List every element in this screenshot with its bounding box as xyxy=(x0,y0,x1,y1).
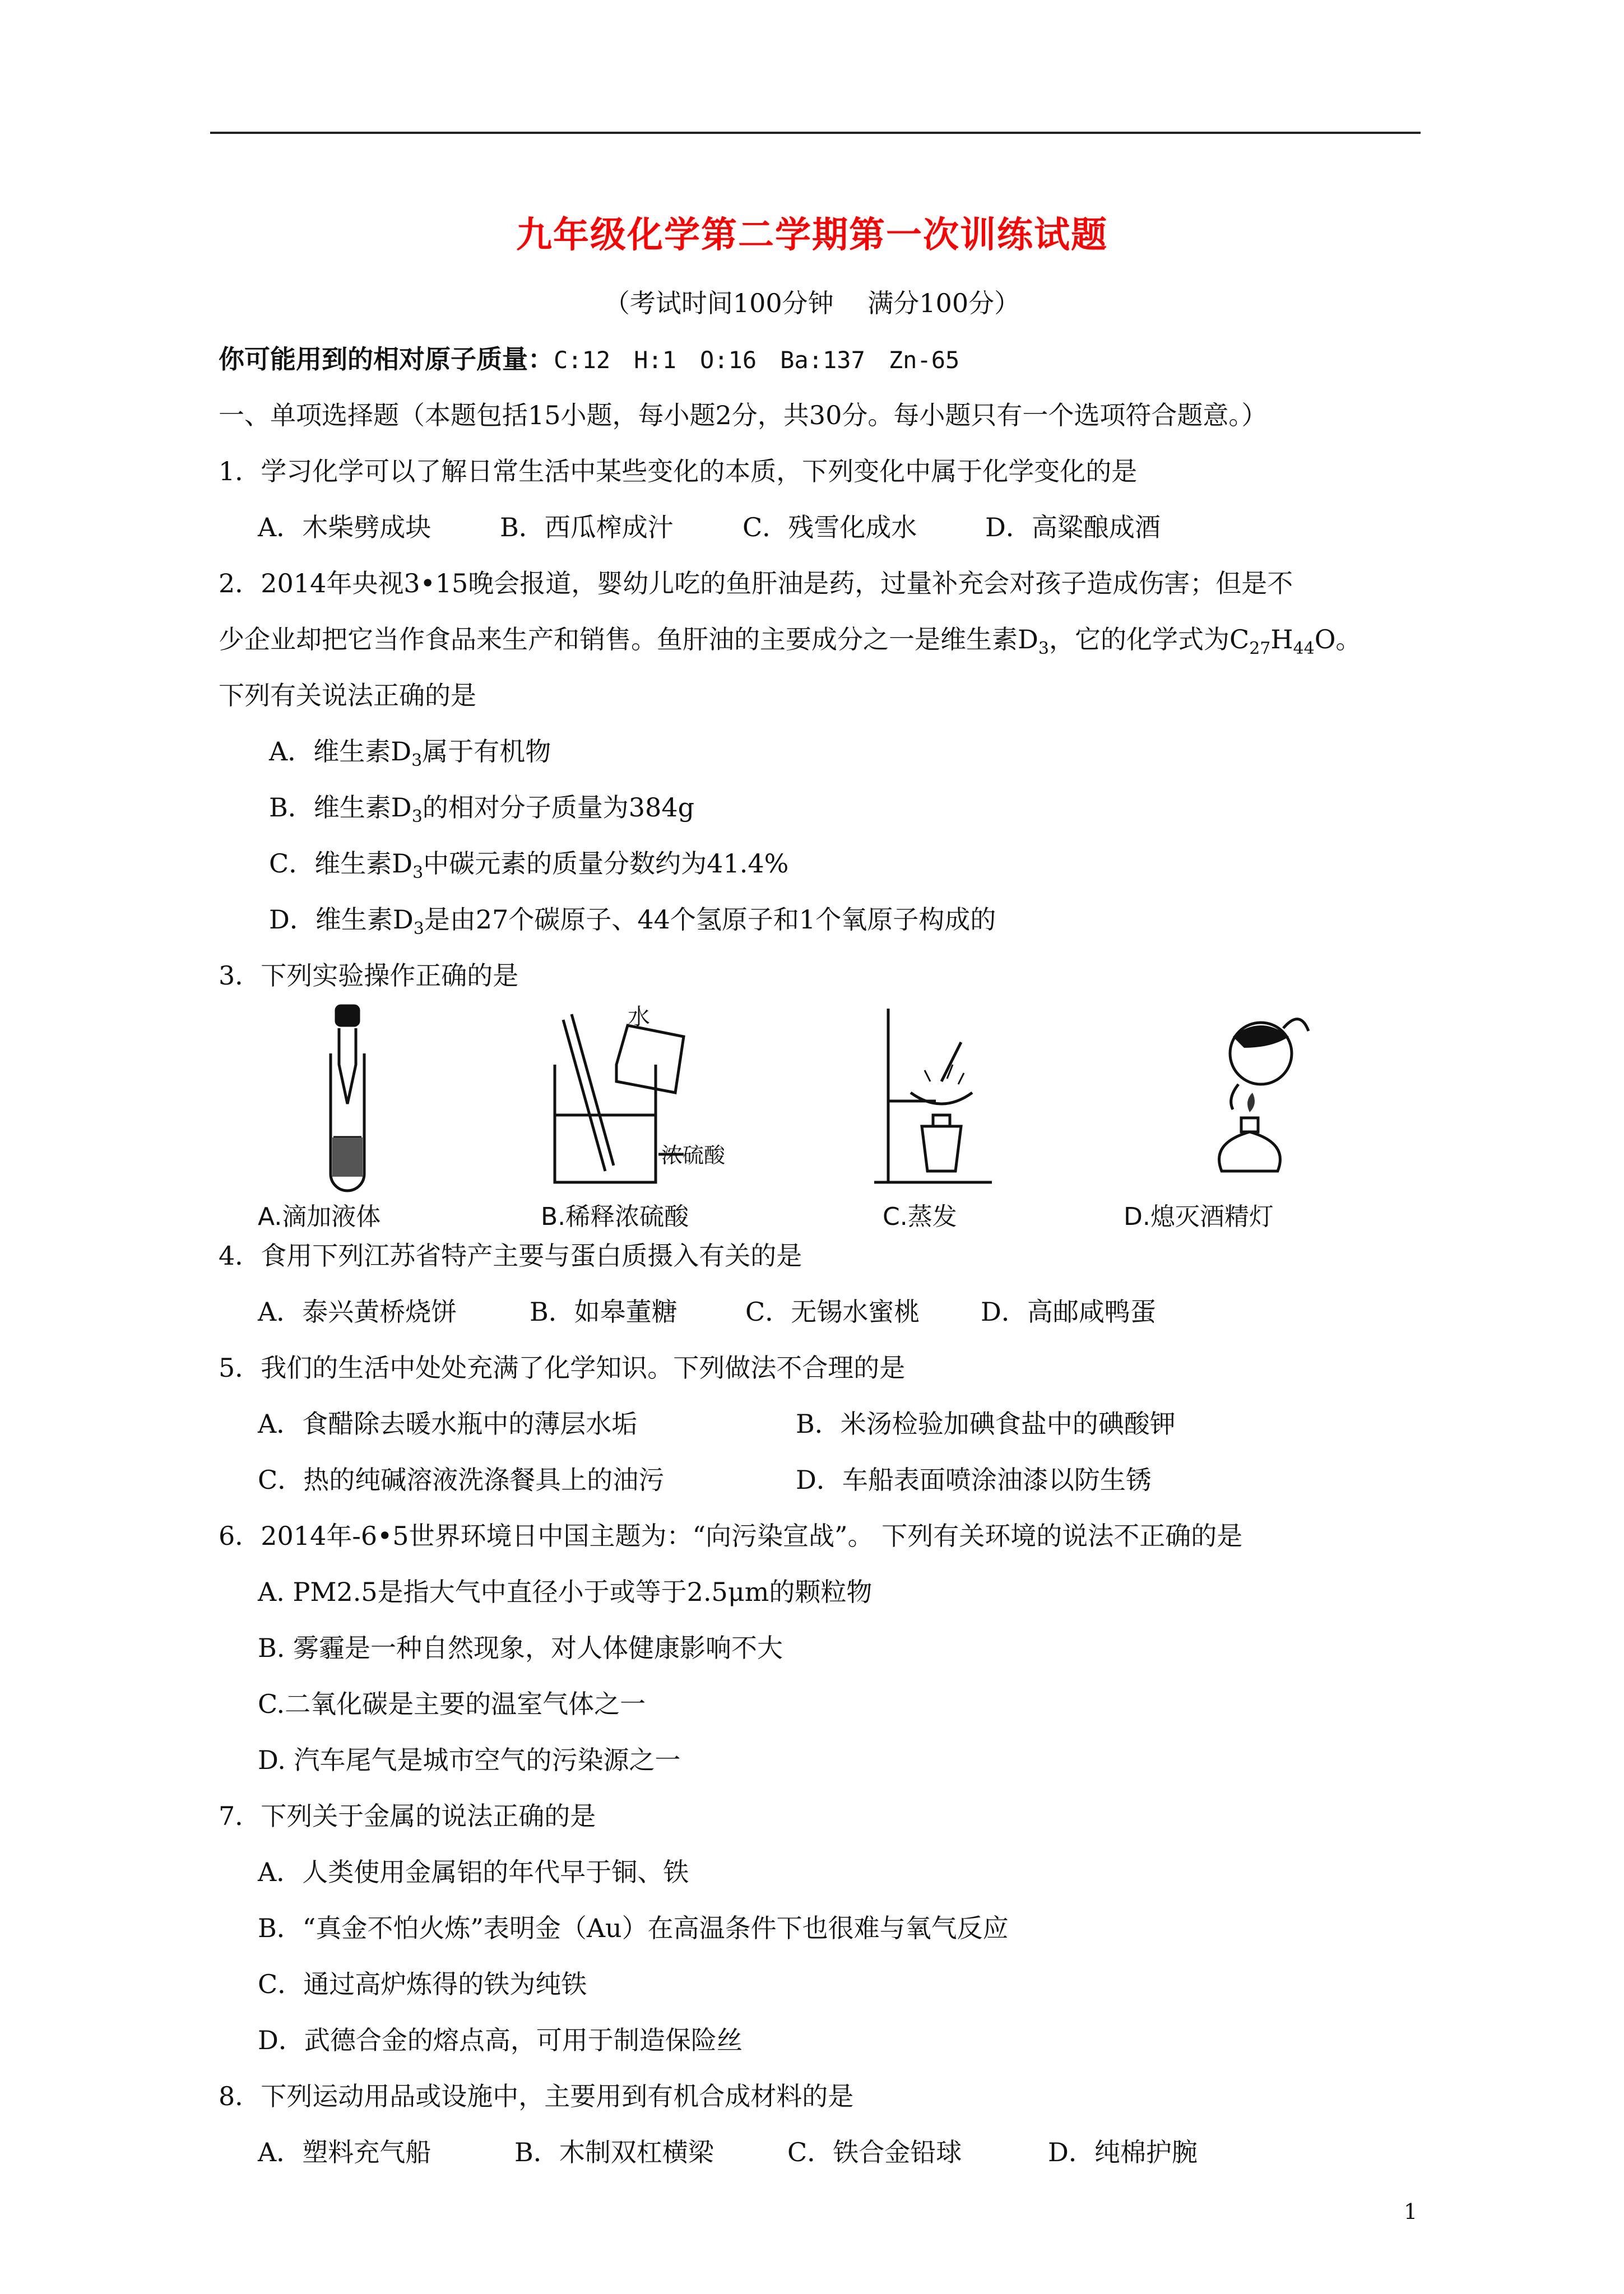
q7-option-a: A．人类使用金属铝的年代早于铜、铁 xyxy=(258,1857,689,1887)
option-text: 中碳元素的质量分数约为41.4% xyxy=(423,848,789,879)
option-text: C．维生素D xyxy=(269,848,413,879)
option-text: B．维生素D xyxy=(269,792,412,823)
q8-stem: 8．下列运动用品或设施中，主要用到有机合成材料的是 xyxy=(219,2081,854,2111)
page-number: 1 xyxy=(1404,2199,1418,2224)
q2-line2-text: O。 xyxy=(1314,624,1362,654)
header-rule xyxy=(210,132,1421,134)
q8-option-a: A．塑料充气船 xyxy=(258,2137,431,2167)
q2-line2-text: 少企业却把它当作食品来生产和销售。鱼肝油的主要成分之一是维生素D xyxy=(219,624,1038,654)
q5-option-d: D．车船表面喷涂油漆以防生锈 xyxy=(796,1465,1152,1495)
q6-option-b: B. 雾霾是一种自然现象，对人体健康影响不大 xyxy=(258,1633,783,1663)
evaporation-figure xyxy=(869,1003,997,1194)
q2-option-c xyxy=(269,843,788,883)
q3-stem: 3．下列实验操作正确的是 xyxy=(219,960,519,991)
atomic-mass-line xyxy=(219,339,959,376)
q1-stem: 1．学习化学可以了解日常生活中某些变化的本质，下列变化中属于化学变化的是 xyxy=(219,456,1138,486)
exam-info: （考试时间100分钟 满分100分） xyxy=(604,288,1020,318)
figure-a-caption: A.滴加液体 xyxy=(258,1202,381,1231)
q8-option-b: B．木制双杠横梁 xyxy=(514,2137,714,2167)
q4-stem: 4．食用下列江苏省特产主要与蛋白质摄入有关的是 xyxy=(219,1241,802,1271)
q6-option-d: D. 汽车尾气是城市空气的污染源之一 xyxy=(258,1745,681,1775)
q5-option-a: A．食醋除去暖水瓶中的薄层水垢 xyxy=(258,1409,638,1439)
water-label: 水 xyxy=(628,1004,650,1030)
figure-d-caption: D.熄灭酒精灯 xyxy=(1124,1202,1274,1231)
q7-option-c: C．通过高炉炼得的铁为纯铁 xyxy=(258,1969,587,1999)
subscript: 44 xyxy=(1293,639,1315,659)
q7-option-b: B．“真金不怕火炼”表明金（Au）在高温条件下也很难与氧气反应 xyxy=(258,1913,1009,1943)
q7-stem: 7．下列关于金属的说法正确的是 xyxy=(219,1801,596,1831)
q6-stem: 6．2014年-6•5世界环境日中国主题为：“向污染宣战”。 下列有关环境的说法不正确的是 xyxy=(219,1521,1243,1551)
figure-c-caption: C.蒸发 xyxy=(883,1202,957,1231)
section-heading: 一、单项选择题（本题包括15小题，每小题2分，共30分。每小题只有一个选项符合题意。） xyxy=(219,400,1268,430)
subscript: 3 xyxy=(1038,639,1049,659)
blow-lamp-figure xyxy=(1188,1003,1323,1194)
q2-line2-text: ，它的化学式为C xyxy=(1048,624,1250,654)
q2-line2 xyxy=(219,619,1361,658)
q7-option-d: D．武德合金的熔点高，可用于制造保险丝 xyxy=(258,2025,743,2055)
q1-option-a: A．木柴劈成块 xyxy=(258,512,431,542)
q4-option-c: C．无锡水蜜桃 xyxy=(745,1297,920,1327)
option-text: 是由27个碳原子、44个氢原子和1个氧原子构成的 xyxy=(424,904,996,935)
q4-option-a: A．泰兴黄桥烧饼 xyxy=(258,1297,457,1327)
q8-option-c: C．铁合金铅球 xyxy=(787,2137,962,2167)
q8-option-d: D．纯棉护腕 xyxy=(1048,2137,1198,2167)
figure-b-caption: B.稀释浓硫酸 xyxy=(541,1202,689,1231)
q1-option-c: C．残雪化成水 xyxy=(743,512,917,542)
q2-line2-text: H xyxy=(1270,624,1293,654)
dropper-figure xyxy=(305,1003,389,1194)
subscript: 27 xyxy=(1249,639,1271,659)
q2-line3: 下列有关说法正确的是 xyxy=(219,680,476,711)
q5-option-c: C．热的纯碱溶液洗涤餐具上的油污 xyxy=(258,1465,665,1495)
q1-option-b: B．西瓜榨成汁 xyxy=(500,512,674,542)
option-text: D．维生素D xyxy=(269,904,414,935)
subscript: 3 xyxy=(411,751,423,771)
q6-option-a: A. PM2.5是指大气中直径小于或等于2.5μm的颗粒物 xyxy=(258,1577,873,1607)
q4-option-d: D．高邮咸鸭蛋 xyxy=(981,1297,1156,1327)
q1-option-d: D．高粱酿成酒 xyxy=(985,512,1161,542)
page-title: 九年级化学第二学期第一次训练试题 xyxy=(516,214,1108,256)
acid-label: 浓硫酸 xyxy=(661,1143,726,1168)
q4-option-b: B．如皋董糖 xyxy=(530,1297,678,1327)
q5-stem: 5．我们的生活中处处充满了化学知识。下列做法不合理的是 xyxy=(219,1353,906,1383)
subscript: 3 xyxy=(411,807,423,827)
subscript: 3 xyxy=(413,919,424,939)
q5-option-b: B．米汤检验加碘食盐中的碘酸钾 xyxy=(796,1409,1176,1439)
option-text: A．维生素D xyxy=(269,736,412,767)
q6-option-c: C.二氧化碳是主要的温室气体之一 xyxy=(258,1689,646,1719)
q2-option-b xyxy=(269,787,694,826)
dilution-figure xyxy=(544,1003,734,1194)
option-text: 属于有机物 xyxy=(422,736,551,767)
subscript: 3 xyxy=(412,863,424,883)
q2-option-a xyxy=(269,731,551,770)
atomic-mass-values: C:12 H:1 O:16 Ba:137 Zn-65 xyxy=(554,346,960,374)
q2-line1: 2．2014年央视3•15晚会报道，婴幼儿吃的鱼肝油是药，过量补充会对孩子造成伤害；但是不 xyxy=(219,568,1293,598)
option-text: 的相对分子质量为384g xyxy=(422,792,695,823)
atomic-mass-label: 你可能用到的相对原子质量： xyxy=(219,344,554,374)
q2-option-d xyxy=(269,899,996,939)
